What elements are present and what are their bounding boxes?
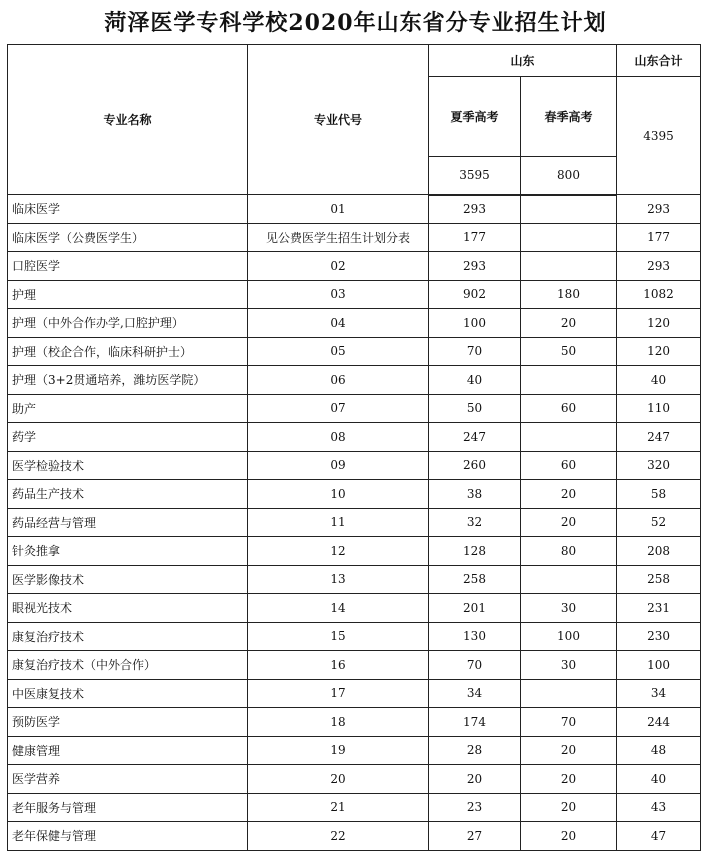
- major-name-cell: 药品经营与管理: [8, 508, 248, 537]
- total-cell: 247: [617, 423, 701, 452]
- major-code-cell: 01: [248, 195, 429, 224]
- major-name-cell: 康复治疗技术（中外合作）: [8, 651, 248, 680]
- major-name-cell: 护理（3+2贯通培养，潍坊医学院）: [8, 366, 248, 395]
- table-row: [8, 651, 701, 680]
- header-summer: 夏季高考: [429, 77, 521, 157]
- major-code-cell: 18: [248, 708, 429, 737]
- total-cell: 48: [617, 736, 701, 765]
- table-row: [8, 252, 701, 281]
- major-name-cell: 预防医学: [8, 708, 248, 737]
- summer-cell: 293: [429, 252, 521, 281]
- spring-cell: [521, 252, 617, 281]
- total-cell: 231: [617, 594, 701, 623]
- spring-cell: 20: [521, 480, 617, 509]
- major-name-cell: 护理: [8, 280, 248, 309]
- major-code-cell: 11: [248, 508, 429, 537]
- table-row: [8, 765, 701, 794]
- total-cell: 120: [617, 309, 701, 338]
- major-name-cell: 临床医学（公费医学生）: [8, 223, 248, 252]
- major-name-cell: 医学营养: [8, 765, 248, 794]
- summer-cell: 50: [429, 394, 521, 423]
- major-code-cell: 14: [248, 594, 429, 623]
- major-name-cell: 临床医学: [8, 195, 248, 224]
- table-row: [8, 565, 701, 594]
- major-name-cell: 口腔医学: [8, 252, 248, 281]
- summer-cell: 32: [429, 508, 521, 537]
- table-row: [8, 736, 701, 765]
- total-cell: 177: [617, 223, 701, 252]
- major-name-cell: 针灸推拿: [8, 537, 248, 566]
- total-cell: 52: [617, 508, 701, 537]
- header-total-label: 山东合计: [617, 45, 701, 77]
- spring-cell: [521, 679, 617, 708]
- table-row: [8, 793, 701, 822]
- major-code-cell: 12: [248, 537, 429, 566]
- total-cell: 34: [617, 679, 701, 708]
- major-code-cell: 见公费医学生招生计划分表: [248, 223, 429, 252]
- summer-cell: 100: [429, 309, 521, 338]
- spring-cell: [521, 366, 617, 395]
- summer-cell: 27: [429, 822, 521, 851]
- spring-cell: 60: [521, 394, 617, 423]
- table-row: [8, 280, 701, 309]
- major-code-cell: 10: [248, 480, 429, 509]
- major-name-cell: 中医康复技术: [8, 679, 248, 708]
- major-code-cell: 20: [248, 765, 429, 794]
- spring-cell: 20: [521, 508, 617, 537]
- total-cell: 120: [617, 337, 701, 366]
- major-code-cell: 15: [248, 622, 429, 651]
- spring-cell: [521, 423, 617, 452]
- table-row: [8, 394, 701, 423]
- spring-cell: 50: [521, 337, 617, 366]
- total-cell: 40: [617, 366, 701, 395]
- major-name-cell: 护理（中外合作办学,口腔护理）: [8, 309, 248, 338]
- major-code-cell: 19: [248, 736, 429, 765]
- header-major-name: 专业名称: [8, 45, 248, 195]
- total-cell: 293: [617, 195, 701, 224]
- total-cell: 320: [617, 451, 701, 480]
- table-row: [8, 337, 701, 366]
- table-row: [8, 195, 701, 224]
- table-row: [8, 223, 701, 252]
- spring-cell: 30: [521, 594, 617, 623]
- summer-cell: 34: [429, 679, 521, 708]
- total-cell: 58: [617, 480, 701, 509]
- major-name-cell: 医学影像技术: [8, 565, 248, 594]
- spring-cell: 20: [521, 765, 617, 794]
- spring-cell: [521, 223, 617, 252]
- total-cell: 40: [617, 765, 701, 794]
- major-name-cell: 老年服务与管理: [8, 793, 248, 822]
- table-row: [8, 679, 701, 708]
- summer-cell: 28: [429, 736, 521, 765]
- major-code-cell: 08: [248, 423, 429, 452]
- header-spring-total: 800: [521, 157, 617, 195]
- page-title: 菏泽医学专科学校2020年山东省分专业招生计划: [104, 10, 607, 36]
- spring-cell: [521, 195, 617, 224]
- table-row: [8, 451, 701, 480]
- major-code-cell: 13: [248, 565, 429, 594]
- summer-cell: 174: [429, 708, 521, 737]
- major-code-cell: 02: [248, 252, 429, 281]
- summer-cell: 70: [429, 651, 521, 680]
- summer-cell: 40: [429, 366, 521, 395]
- major-code-cell: 07: [248, 394, 429, 423]
- table-row: [8, 622, 701, 651]
- major-name-cell: 护理（校企合作，临床科研护士）: [8, 337, 248, 366]
- table-row: [8, 594, 701, 623]
- major-name-cell: 医学检验技术: [8, 451, 248, 480]
- summer-cell: 128: [429, 537, 521, 566]
- total-cell: 293: [617, 252, 701, 281]
- major-code-cell: 06: [248, 366, 429, 395]
- total-cell: 43: [617, 793, 701, 822]
- spring-cell: 80: [521, 537, 617, 566]
- header-grand-total: 4395: [617, 77, 701, 195]
- total-cell: 258: [617, 565, 701, 594]
- summer-cell: 201: [429, 594, 521, 623]
- summer-cell: 130: [429, 622, 521, 651]
- table-row: [8, 822, 701, 851]
- spring-cell: 100: [521, 622, 617, 651]
- table-row: [8, 708, 701, 737]
- spring-cell: 20: [521, 309, 617, 338]
- total-cell: 244: [617, 708, 701, 737]
- enrollment-table: [7, 44, 701, 851]
- major-code-cell: 16: [248, 651, 429, 680]
- total-cell: 208: [617, 537, 701, 566]
- summer-cell: 38: [429, 480, 521, 509]
- table-row: [8, 537, 701, 566]
- summer-cell: 177: [429, 223, 521, 252]
- major-name-cell: 药学: [8, 423, 248, 452]
- major-name-cell: 健康管理: [8, 736, 248, 765]
- major-code-cell: 05: [248, 337, 429, 366]
- total-cell: 47: [617, 822, 701, 851]
- summer-cell: 293: [429, 195, 521, 224]
- major-name-cell: 康复治疗技术: [8, 622, 248, 651]
- spring-cell: 20: [521, 736, 617, 765]
- spring-cell: 70: [521, 708, 617, 737]
- summer-cell: 20: [429, 765, 521, 794]
- total-cell: 110: [617, 394, 701, 423]
- summer-cell: 902: [429, 280, 521, 309]
- major-code-cell: 22: [248, 822, 429, 851]
- header-major-code: 专业代号: [248, 45, 429, 195]
- table-row: [8, 480, 701, 509]
- table-row: [8, 309, 701, 338]
- summer-cell: 247: [429, 423, 521, 452]
- spring-cell: [521, 565, 617, 594]
- summer-cell: 70: [429, 337, 521, 366]
- major-name-cell: 药品生产技术: [8, 480, 248, 509]
- major-name-cell: 眼视光技术: [8, 594, 248, 623]
- spring-cell: 20: [521, 822, 617, 851]
- spring-cell: 30: [521, 651, 617, 680]
- spring-cell: 20: [521, 793, 617, 822]
- major-code-cell: 09: [248, 451, 429, 480]
- table-row: [8, 366, 701, 395]
- header-spring: 春季高考: [521, 77, 617, 157]
- spring-cell: 60: [521, 451, 617, 480]
- major-name-cell: 老年保健与管理: [8, 822, 248, 851]
- table-row: [8, 508, 701, 537]
- header-summer-total: 3595: [429, 157, 521, 195]
- summer-cell: 258: [429, 565, 521, 594]
- total-cell: 1082: [617, 280, 701, 309]
- major-code-cell: 21: [248, 793, 429, 822]
- major-name-cell: 助产: [8, 394, 248, 423]
- total-cell: 230: [617, 622, 701, 651]
- table-row: [8, 423, 701, 452]
- spring-cell: 180: [521, 280, 617, 309]
- major-code-cell: 03: [248, 280, 429, 309]
- total-cell: 100: [617, 651, 701, 680]
- major-code-cell: 17: [248, 679, 429, 708]
- summer-cell: 23: [429, 793, 521, 822]
- header-region: 山东: [429, 45, 617, 77]
- major-code-cell: 04: [248, 309, 429, 338]
- summer-cell: 260: [429, 451, 521, 480]
